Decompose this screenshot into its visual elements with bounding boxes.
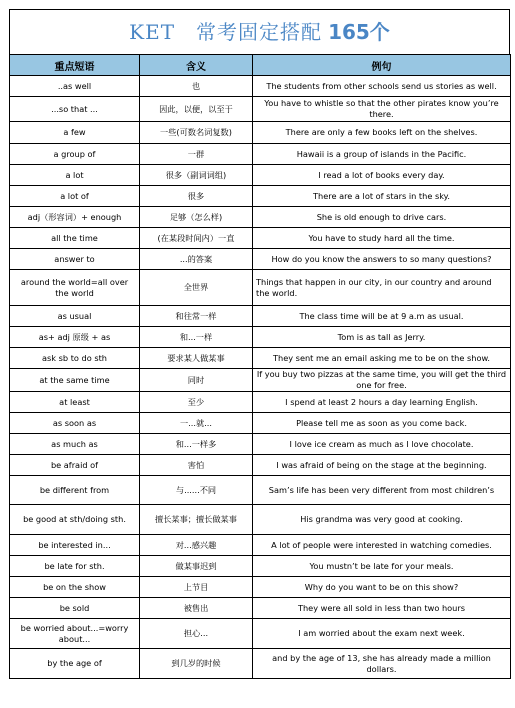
table-row bbox=[10, 348, 511, 369]
table-row bbox=[10, 598, 511, 619]
meaning-cell: 害怕 bbox=[140, 455, 253, 476]
example-cell: She is old enough to drive cars. bbox=[253, 207, 511, 228]
phrase-cell: a lot bbox=[10, 165, 140, 186]
phrase-table bbox=[9, 54, 511, 679]
example-cell: and by the age of 13, she has already made a million dollars. bbox=[253, 649, 511, 679]
phrase-cell: be sold bbox=[10, 598, 140, 619]
example-cell: There are only a few books left on the shelves. bbox=[253, 122, 511, 144]
example-cell: The students from other schools send us stories as well. bbox=[253, 76, 511, 97]
meaning-cell: (在某段时间内）一直 bbox=[140, 228, 253, 249]
phrase-cell: be good at sth/doing sth. bbox=[10, 505, 140, 535]
header-phrase: 重点短语 bbox=[10, 55, 140, 76]
example-cell: They sent me an email asking me to be on the show. bbox=[253, 348, 511, 369]
phrase-cell: by the age of bbox=[10, 649, 140, 679]
example-cell: Sam’s life has been very different from most children’s bbox=[253, 476, 511, 505]
table-row bbox=[10, 434, 511, 455]
phrase-cell: a lot of bbox=[10, 186, 140, 207]
meaning-cell: 一群 bbox=[140, 144, 253, 165]
meaning-cell: 也 bbox=[140, 76, 253, 97]
meaning-cell: ...的答案 bbox=[140, 249, 253, 270]
table-row bbox=[10, 577, 511, 598]
example-cell: I spend at least 2 hours a day learning English. bbox=[253, 392, 511, 413]
meaning-cell: 一些(可数名词复数) bbox=[140, 122, 253, 144]
meaning-cell: 做某事迟到 bbox=[140, 556, 253, 577]
document-sheet bbox=[9, 9, 510, 679]
phrase-cell: around the world=all over the world bbox=[10, 270, 140, 306]
meaning-cell: 因此，以便，以至于 bbox=[140, 97, 253, 122]
meaning-cell: 对...感兴趣 bbox=[140, 535, 253, 556]
phrase-cell: as soon as bbox=[10, 413, 140, 434]
example-cell: Why do you want to be on this show? bbox=[253, 577, 511, 598]
table-body bbox=[10, 76, 511, 679]
table-row bbox=[10, 306, 511, 327]
example-cell: I was afraid of being on the stage at the beginning. bbox=[253, 455, 511, 476]
phrase-cell: all the time bbox=[10, 228, 140, 249]
title-row bbox=[9, 9, 510, 54]
meaning-cell: 和往常一样 bbox=[140, 306, 253, 327]
table-row bbox=[10, 186, 511, 207]
example-cell: You mustn’t be late for your meals. bbox=[253, 556, 511, 577]
example-cell: How do you know the answers to so many questions? bbox=[253, 249, 511, 270]
phrase-cell: at the same time bbox=[10, 369, 140, 392]
phrase-cell: adj（形容词）+ enough bbox=[10, 207, 140, 228]
table-row bbox=[10, 97, 511, 122]
example-cell: I read a lot of books every day. bbox=[253, 165, 511, 186]
meaning-cell: 与......不同 bbox=[140, 476, 253, 505]
phrase-cell: at least bbox=[10, 392, 140, 413]
table-row bbox=[10, 228, 511, 249]
table-row bbox=[10, 327, 511, 348]
table-row bbox=[10, 144, 511, 165]
phrase-cell: be different from bbox=[10, 476, 140, 505]
example-cell: A lot of people were interested in watching comedies. bbox=[253, 535, 511, 556]
meaning-cell: 同时 bbox=[140, 369, 253, 392]
phrase-cell: as usual bbox=[10, 306, 140, 327]
table-row bbox=[10, 76, 511, 97]
phrase-cell: ask sb to do sth bbox=[10, 348, 140, 369]
table-row bbox=[10, 455, 511, 476]
example-cell: If you buy two pizzas at the same time, you will get the third one for free. bbox=[253, 369, 511, 392]
example-cell: Tom is as tall as Jerry. bbox=[253, 327, 511, 348]
table-row bbox=[10, 505, 511, 535]
table-header-row bbox=[10, 55, 511, 76]
table-row bbox=[10, 270, 511, 306]
example-cell: There are a lot of stars in the sky. bbox=[253, 186, 511, 207]
meaning-cell: 全世界 bbox=[140, 270, 253, 306]
table-row bbox=[10, 649, 511, 679]
table-row bbox=[10, 207, 511, 228]
title-count: 165个 bbox=[328, 20, 390, 44]
meaning-cell: 很多（副词词组) bbox=[140, 165, 253, 186]
page-title: KET 常考固定搭配 bbox=[129, 20, 323, 44]
phrase-cell: a group of bbox=[10, 144, 140, 165]
meaning-cell: 擅长某事；擅长做某事 bbox=[140, 505, 253, 535]
phrase-cell: answer to bbox=[10, 249, 140, 270]
meaning-cell: 和...一样多 bbox=[140, 434, 253, 455]
table-row bbox=[10, 392, 511, 413]
header-example: 例句 bbox=[253, 55, 511, 76]
example-cell: His grandma was very good at cooking. bbox=[253, 505, 511, 535]
meaning-cell: 一...就... bbox=[140, 413, 253, 434]
meaning-cell: 要求某人做某事 bbox=[140, 348, 253, 369]
meaning-cell: 足够（怎么样) bbox=[140, 207, 253, 228]
meaning-cell: 至少 bbox=[140, 392, 253, 413]
header-meaning: 含义 bbox=[140, 55, 253, 76]
meaning-cell: 和...一样 bbox=[140, 327, 253, 348]
example-cell: I am worried about the exam next week. bbox=[253, 619, 511, 649]
phrase-cell: be interested in... bbox=[10, 535, 140, 556]
phrase-cell: ..as well bbox=[10, 76, 140, 97]
phrase-cell: be late for sth. bbox=[10, 556, 140, 577]
example-cell: They were all sold in less than two hours bbox=[253, 598, 511, 619]
table-row bbox=[10, 619, 511, 649]
table-row bbox=[10, 369, 511, 392]
meaning-cell: 被售出 bbox=[140, 598, 253, 619]
meaning-cell: 担心... bbox=[140, 619, 253, 649]
table-row bbox=[10, 122, 511, 144]
example-cell: You have to whistle so that the other pirates know you’re there. bbox=[253, 97, 511, 122]
example-cell: Please tell me as soon as you come back. bbox=[253, 413, 511, 434]
meaning-cell: 上节目 bbox=[140, 577, 253, 598]
example-cell: Hawaii is a group of islands in the Pacific. bbox=[253, 144, 511, 165]
table-row bbox=[10, 165, 511, 186]
example-cell: Things that happen in our city, in our country and around the world. bbox=[253, 270, 511, 306]
phrase-cell: as+ adj 原级 + as bbox=[10, 327, 140, 348]
phrase-cell: be afraid of bbox=[10, 455, 140, 476]
table-row bbox=[10, 476, 511, 505]
example-cell: The class time will be at 9 a.m as usual. bbox=[253, 306, 511, 327]
table-row bbox=[10, 249, 511, 270]
example-cell: I love ice cream as much as I love chocolate. bbox=[253, 434, 511, 455]
example-cell: You have to study hard all the time. bbox=[253, 228, 511, 249]
table-row bbox=[10, 556, 511, 577]
phrase-cell: ...so that ... bbox=[10, 97, 140, 122]
phrase-cell: a few bbox=[10, 122, 140, 144]
phrase-cell: be worried about...=worry about... bbox=[10, 619, 140, 649]
table-row bbox=[10, 535, 511, 556]
phrase-cell: be on the show bbox=[10, 577, 140, 598]
meaning-cell: 很多 bbox=[140, 186, 253, 207]
table-row bbox=[10, 413, 511, 434]
phrase-cell: as much as bbox=[10, 434, 140, 455]
meaning-cell: 到几岁的时候 bbox=[140, 649, 253, 679]
